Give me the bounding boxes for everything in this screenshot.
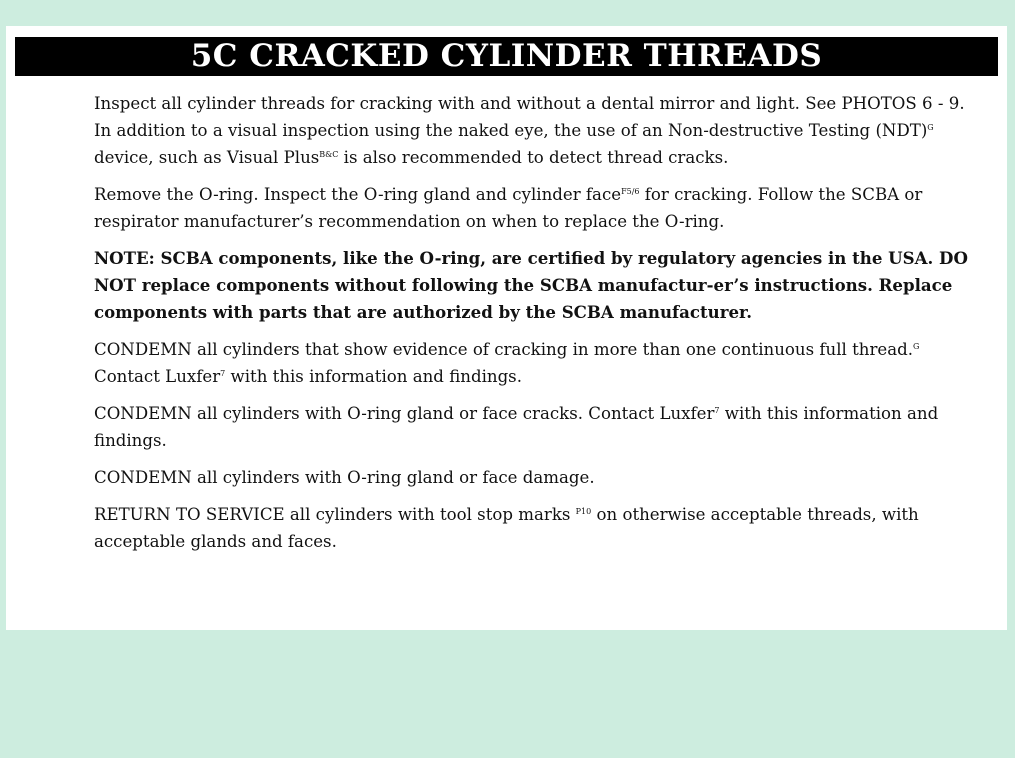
document-page [6,26,1007,630]
footnote-ref: 7 [714,406,720,415]
text-segment: on otherwise acceptable threads, with acceptable glands and faces. [94,505,919,551]
text-segment: CONDEMN all cylinders that show evidence of cracking in more than one continuous full thread. [94,340,913,359]
footnote-ref: G [927,123,934,132]
paragraph-condemn-thread-cracks [94,336,984,390]
footnote-ref: B&C [319,150,339,159]
text-segment: CONDEMN all cylinders with O-ring gland or face cracks. Contact Luxfer [94,404,715,423]
paragraph-condemn-gland-damage: CONDEMN all cylinders with O-ring gland or face damage. [94,468,595,487]
text-segment: RETURN TO SERVICE all cylinders with tool stop marks [94,505,576,524]
paragraph-return-to-service [94,501,984,555]
text-segment: for cracking. Follow the SCBA or respirator manufacturer’s recommendation on when to replace the O-ring. [94,185,923,231]
section-heading: 5C CRACKED CYLINDER THREADS [190,38,823,74]
text-segment: is also recommended to detect thread cracks. [338,148,729,167]
footnote-ref: G [913,342,920,351]
text-segment: Inspect all cylinder threads for cracking with and without a dental mirror and light. See PHOTOS 6 - 9. In addition to a visual inspection using the naked eye, the use of an Non-destructive Testing (NDT) [94,94,965,140]
text-segment: device, such as Visual Plus [94,148,320,167]
text-segment: Remove the O-ring. Inspect the O-ring gland and cylinder face [94,185,622,204]
footnote-ref: 7 [220,369,226,378]
paragraph-thread-inspection [94,90,984,171]
text-segment: with this information and findings. [94,404,939,450]
paragraph-condemn-gland-cracks [94,400,984,454]
paragraph-o-ring-removal [94,181,984,235]
footnote-ref: F5/6 [621,187,640,196]
title-bar [15,37,998,76]
note-paragraph: NOTE: SCBA components, like the O-ring, are certified by regulatory agencies in the USA. DO NOT replace components without following the SCBA manufactur-er’s instructions. Replace components with parts that are authorized by the SCBA manufacturer. [94,248,968,322]
footnote-ref: P10 [575,507,592,516]
text-segment: with this information and findings. [225,367,522,386]
body-text [94,90,984,565]
text-segment: Contact Luxfer [94,367,221,386]
